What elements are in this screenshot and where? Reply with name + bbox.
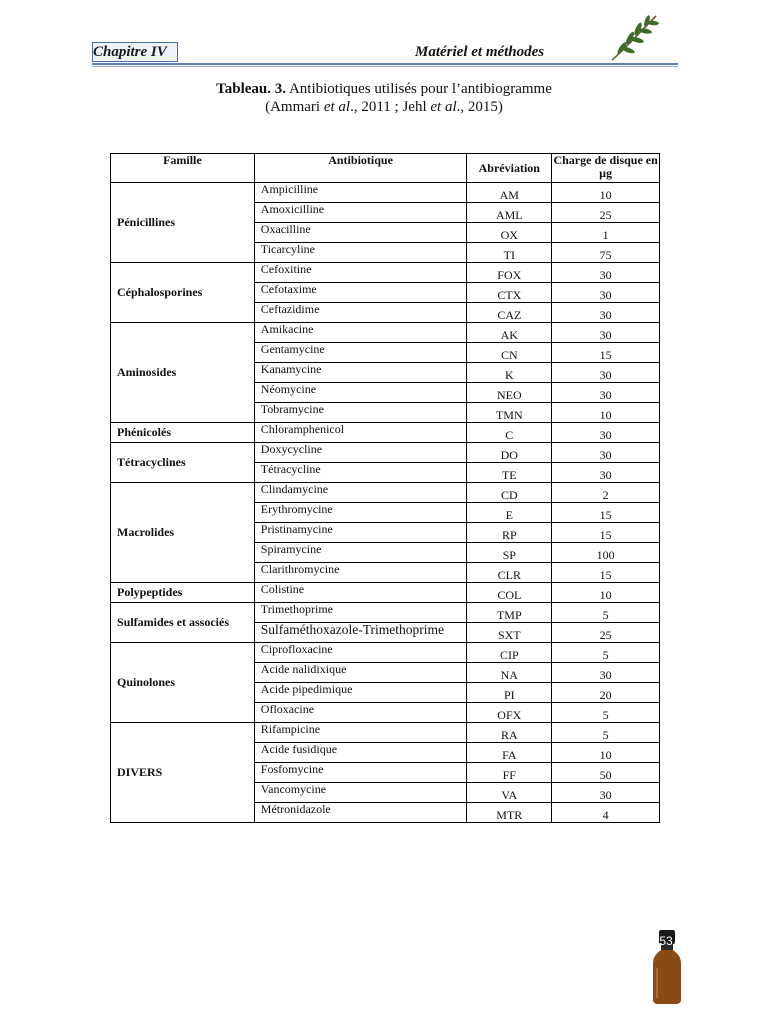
- charge-cell: 20: [552, 683, 660, 703]
- abbreviation-cell: K: [467, 363, 552, 383]
- abbreviation-cell: AK: [467, 323, 552, 343]
- caption-etal-1: et al: [323, 99, 351, 115]
- antibiotic-cell: Kanamycine: [254, 363, 467, 383]
- abbreviation-cell: FA: [467, 743, 552, 763]
- table-header-row: [111, 154, 660, 183]
- antibiotics-table: [110, 153, 660, 823]
- charge-cell: 10: [552, 183, 660, 203]
- table-body: [111, 183, 660, 823]
- antibiotic-cell: Spiramycine: [254, 543, 467, 563]
- charge-cell: 10: [552, 403, 660, 423]
- abbreviation-cell: TI: [467, 243, 552, 263]
- charge-cell: 30: [552, 663, 660, 683]
- charge-cell: 4: [552, 803, 660, 823]
- table-row: [111, 443, 660, 463]
- antibiotic-cell: Clindamycine: [254, 483, 467, 503]
- abbreviation-cell: CIP: [467, 643, 552, 663]
- table-row: [111, 263, 660, 283]
- table-caption: [0, 80, 768, 116]
- family-cell: Céphalosporines: [111, 263, 255, 323]
- family-cell: DIVERS: [111, 723, 255, 823]
- caption-ref-close: ., 2015): [456, 99, 503, 115]
- family-cell: Pénicillines: [111, 183, 255, 263]
- abbreviation-cell: COL: [467, 583, 552, 603]
- antibiotic-cell: Ampicilline: [254, 183, 467, 203]
- charge-cell: 75: [552, 243, 660, 263]
- header-charge: Charge de disque en µg: [552, 154, 660, 183]
- caption-title: Antibiotiques utilisés pour l’antibiogramme: [288, 81, 552, 97]
- antibiotic-cell: Doxycycline: [254, 443, 467, 463]
- table-row: [111, 323, 660, 343]
- abbreviation-cell: CN: [467, 343, 552, 363]
- antibiotic-cell: Cefoxitine: [254, 263, 467, 283]
- antibiotic-cell: Sulfaméthoxazole-Trimethoprime: [254, 623, 467, 643]
- antibiotic-cell: Erythromycine: [254, 503, 467, 523]
- antibiotic-cell: Oxacilline: [254, 223, 467, 243]
- family-cell: Sulfamides et associés: [111, 603, 255, 643]
- family-cell: Aminosides: [111, 323, 255, 423]
- abbreviation-cell: CTX: [467, 283, 552, 303]
- charge-cell: 5: [552, 703, 660, 723]
- page-number: 53: [659, 934, 673, 948]
- caption-label: Tableau. 3.: [216, 81, 287, 97]
- antibiotic-cell: Colistine: [254, 583, 467, 603]
- caption-ref-mid: ., 2011 ; Jehl: [350, 99, 427, 115]
- table-row: [111, 423, 660, 443]
- abbreviation-cell: FOX: [467, 263, 552, 283]
- charge-cell: 25: [552, 203, 660, 223]
- caption-line-1: [0, 80, 768, 98]
- table-row: [111, 603, 660, 623]
- chapter-label-box: [92, 42, 178, 62]
- antibiotic-cell: Chloramphenicol: [254, 423, 467, 443]
- charge-cell: 1: [552, 223, 660, 243]
- antibiotic-cell: Cefotaxime: [254, 283, 467, 303]
- charge-cell: 5: [552, 723, 660, 743]
- abbreviation-cell: CD: [467, 483, 552, 503]
- olive-branch-icon: [608, 12, 662, 62]
- antibiotic-cell: Trimethoprime: [254, 603, 467, 623]
- antibiotic-cell: Ofloxacine: [254, 703, 467, 723]
- antibiotic-cell: Métronidazole: [254, 803, 467, 823]
- table-row: [111, 583, 660, 603]
- abbreviation-cell: E: [467, 503, 552, 523]
- antibiotic-cell: Acide pipedimique: [254, 683, 467, 703]
- abbreviation-cell: NA: [467, 663, 552, 683]
- antibiotic-cell: Vancomycine: [254, 783, 467, 803]
- table-row: [111, 643, 660, 663]
- table-row: [111, 723, 660, 743]
- charge-cell: 5: [552, 643, 660, 663]
- caption-line-2: [0, 98, 768, 116]
- charge-cell: 30: [552, 323, 660, 343]
- charge-cell: 15: [552, 523, 660, 543]
- charge-cell: 25: [552, 623, 660, 643]
- section-title: Matériel et méthodes: [415, 44, 545, 60]
- header-famille: Famille: [111, 154, 255, 183]
- abbreviation-cell: RP: [467, 523, 552, 543]
- abbreviation-cell: VA: [467, 783, 552, 803]
- antibiotic-cell: Pristinamycine: [254, 523, 467, 543]
- charge-cell: 30: [552, 463, 660, 483]
- chapter-label: Chapitre IV: [93, 44, 167, 60]
- abbreviation-cell: TMN: [467, 403, 552, 423]
- header-antibiotique: Antibiotique: [254, 154, 467, 183]
- abbreviation-cell: C: [467, 423, 552, 443]
- family-cell: Tétracyclines: [111, 443, 255, 483]
- antibiotic-cell: Ticarcyline: [254, 243, 467, 263]
- header-rule: [92, 63, 678, 65]
- abbreviation-cell: AM: [467, 183, 552, 203]
- antibiotic-cell: Acide fusidique: [254, 743, 467, 763]
- charge-cell: 30: [552, 263, 660, 283]
- charge-cell: 5: [552, 603, 660, 623]
- antibiotic-cell: Gentamycine: [254, 343, 467, 363]
- charge-cell: 50: [552, 763, 660, 783]
- antibiotic-cell: Fosfomycine: [254, 763, 467, 783]
- caption-ref-open: (Ammari: [265, 99, 321, 115]
- charge-cell: 15: [552, 503, 660, 523]
- caption-etal-2: et al: [430, 99, 457, 115]
- abbreviation-cell: SXT: [467, 623, 552, 643]
- antibiotic-cell: Tobramycine: [254, 403, 467, 423]
- charge-cell: 30: [552, 363, 660, 383]
- charge-cell: 30: [552, 303, 660, 323]
- antibiotic-cell: Acide nalidixique: [254, 663, 467, 683]
- abbreviation-cell: CLR: [467, 563, 552, 583]
- charge-cell: 15: [552, 343, 660, 363]
- charge-cell: 30: [552, 383, 660, 403]
- antibiotic-cell: Ciprofloxacine: [254, 643, 467, 663]
- charge-cell: 30: [552, 783, 660, 803]
- header-abreviation: Abréviation: [467, 154, 552, 183]
- antibiotic-cell: Amoxicilline: [254, 203, 467, 223]
- abbreviation-cell: CAZ: [467, 303, 552, 323]
- charge-cell: 10: [552, 743, 660, 763]
- charge-cell: 15: [552, 563, 660, 583]
- charge-cell: 30: [552, 443, 660, 463]
- abbreviation-cell: TE: [467, 463, 552, 483]
- charge-cell: 30: [552, 423, 660, 443]
- family-cell: Quinolones: [111, 643, 255, 723]
- abbreviation-cell: RA: [467, 723, 552, 743]
- abbreviation-cell: DO: [467, 443, 552, 463]
- antibiotic-cell: Amikacine: [254, 323, 467, 343]
- antibiotic-cell: Tétracycline: [254, 463, 467, 483]
- family-cell: Macrolides: [111, 483, 255, 583]
- charge-cell: 30: [552, 283, 660, 303]
- antibiotic-cell: Néomycine: [254, 383, 467, 403]
- antibiotic-cell: Clarithromycine: [254, 563, 467, 583]
- abbreviation-cell: OX: [467, 223, 552, 243]
- header-rule-thin: [92, 66, 678, 67]
- abbreviation-cell: MTR: [467, 803, 552, 823]
- table-row: [111, 183, 660, 203]
- antibiotic-cell: Ceftazidime: [254, 303, 467, 323]
- abbreviation-cell: PI: [467, 683, 552, 703]
- abbreviation-cell: TMP: [467, 603, 552, 623]
- family-cell: Polypeptides: [111, 583, 255, 603]
- abbreviation-cell: OFX: [467, 703, 552, 723]
- charge-cell: 10: [552, 583, 660, 603]
- family-cell: Phénicolés: [111, 423, 255, 443]
- antibiotic-cell: Rifampicine: [254, 723, 467, 743]
- abbreviation-cell: AML: [467, 203, 552, 223]
- table-row: [111, 483, 660, 503]
- abbreviation-cell: SP: [467, 543, 552, 563]
- charge-cell: 100: [552, 543, 660, 563]
- abbreviation-cell: NEO: [467, 383, 552, 403]
- abbreviation-cell: FF: [467, 763, 552, 783]
- charge-cell: 2: [552, 483, 660, 503]
